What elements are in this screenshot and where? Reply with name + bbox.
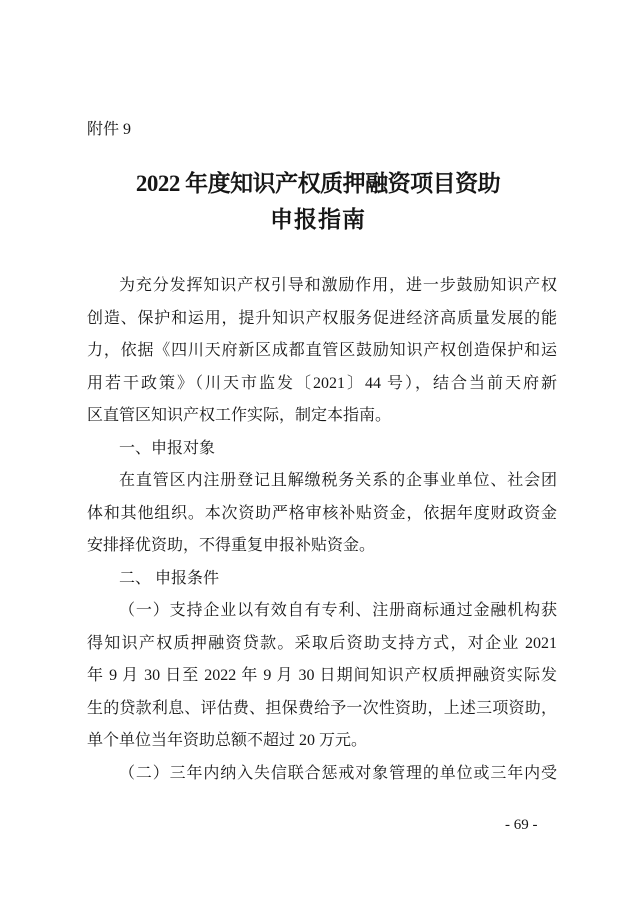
- document-title-line-2: 申报指南: [270, 207, 366, 232]
- intro-paragraph-line: 用若干政策》（川天市监发〔2021〕44 号），结合当前天府新: [87, 374, 557, 392]
- document-body: [87, 270, 557, 790]
- section-2-item-1-line: 年 9 月 30 日至 2022 年 9 月 30 日期间知识产权质押融资实际发: [87, 667, 557, 684]
- attachment-label: 附件 9: [87, 121, 132, 138]
- intro-paragraph-line: 力，依据《四川天府新区成都直管区鼓励知识产权创造保护和运: [87, 342, 557, 359]
- document-title-line-1: 2022 年度知识产权质押融资项目资助: [135, 171, 501, 196]
- section-2-item-1-line: 生的贷款利息、评估费、担保费给予一次性资助，上述三项资助，: [87, 699, 557, 717]
- section-2-item-2-line: （二）三年内纳入失信联合惩戒对象管理的单位或三年内受: [119, 764, 557, 782]
- page-number: - 69 -: [505, 817, 538, 833]
- section-1-paragraph-line: 安排择优资助，不得重复申报补贴资金。: [87, 537, 376, 554]
- intro-paragraph-line: 区直管区知识产权工作实际，制定本指南。: [87, 407, 392, 424]
- section-1-paragraph-line: 在直管区内注册登记且解缴税务关系的企事业单位、社会团: [119, 472, 557, 489]
- section-2-item-1-line: （一）支持企业以有效自有专利、注册商标通过金融机构获: [119, 602, 557, 619]
- intro-paragraph-line: 创造、保护和运用，提升知识产权服务促进经济高质量发展的能: [87, 309, 557, 327]
- section-1-paragraph-line: 体和其他组织。本次资助严格审核补贴资金，依据年度财政资金: [87, 504, 557, 522]
- section-2-item-1-line: 单个单位当年资助总额不超过 20 万元。: [87, 732, 368, 749]
- section-2-heading: 二、 申报条件: [119, 569, 220, 587]
- section-1-heading: 一、申报对象: [119, 439, 216, 457]
- section-2-item-1-line: 得知识产权质押融资贷款。采取后资助支持方式，对企业 2021: [87, 634, 557, 652]
- intro-paragraph-line: 为充分发挥知识产权引导和激励作用，进一步鼓励知识产权: [119, 277, 557, 294]
